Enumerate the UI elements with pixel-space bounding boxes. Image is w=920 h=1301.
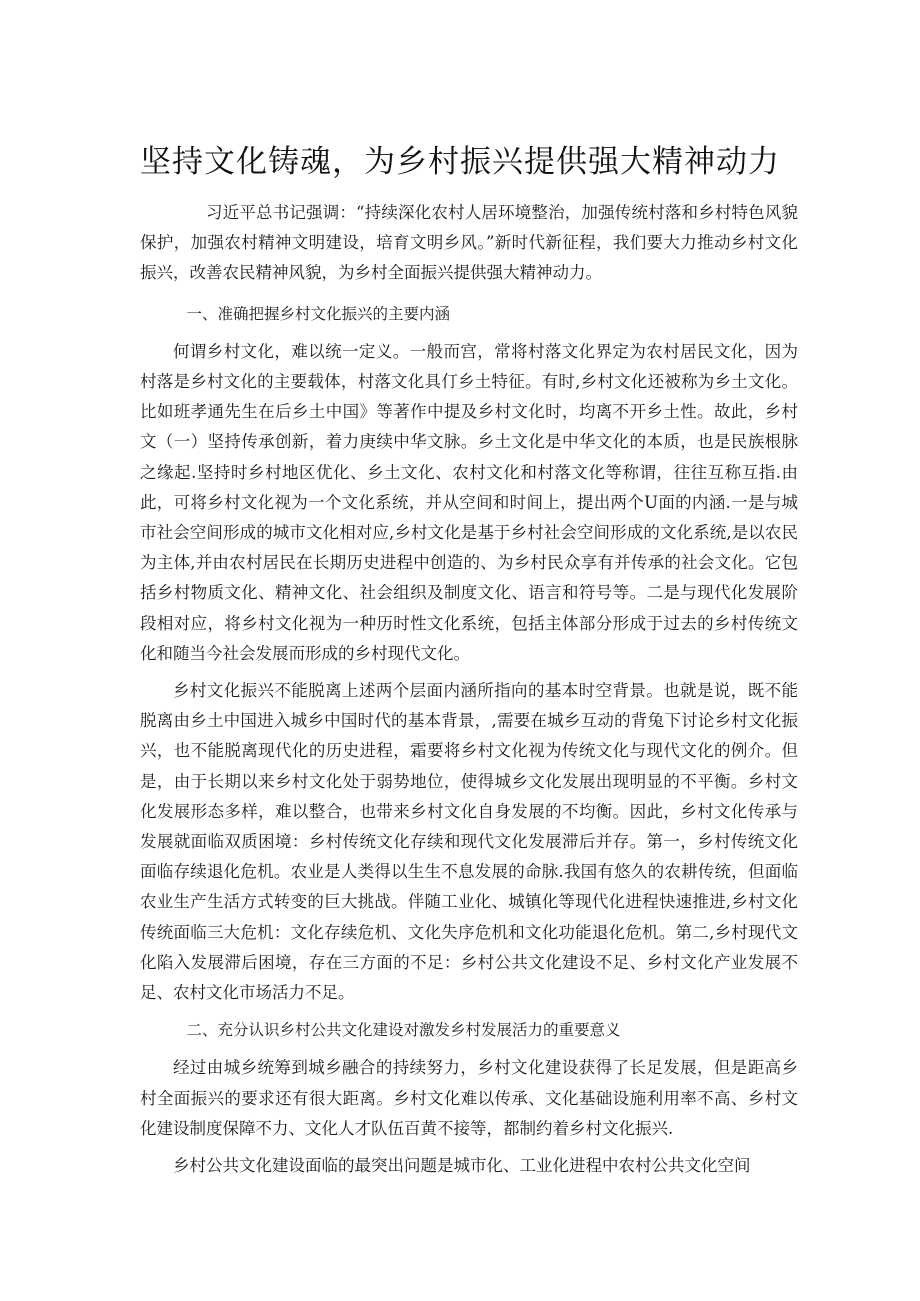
section-2-paragraph-2: 乡村公共文化建设面临的最突出问题是城市化、工业化进程中农村公共文化空间 (173, 1156, 751, 1176)
section-2-paragraph-1: 经过由城乡统筹到城乡融合的持续努力，乡村文化建设获得了长足发展，但是距高乡村全面振兴的要求还有很大距离。乡村文化难以传承、文化基础设施利用率不高、乡村文化建设制度保障不力、文化人才队伍百黄不接等，都制约着乡村文化振兴. (140, 1058, 798, 1138)
document-title: 坚持文化铸魂，为乡村振兴提供强大精神动力 (140, 144, 780, 180)
section-1-heading: 一、准确把握乡村文化振兴的主要内涵 (186, 304, 451, 323)
section-1-paragraph-1: 何谓乡村文化，难以统一定义。一般而宫，常将村落文化界定为农村居民文化，因为村落是乡村文化的主要载体，村落文化具仃乡土特征。有时,乡村文化还被称为乡土文化。比如班孝通先生在后乡土中国》等著作中提及乡村文化时，均离不开乡土性。故此，乡村文（一）坚持传承创新，着力庚续中华文脉。乡土文化是中华文化的本质，也是民族根脉之缘起.坚持时乡村地区优化、乡土文化、农村文化和村落文化等称谓，往往互称互指.由此，可将乡村文化视为一个文化系统，并从空间和时间上，提出两个U面的内涵.一是与城市社会空间形成的城市文化相对应,乡村文化是基于乡村社会空间形成的文化系统,是以农民为主体,并由农村居民在长期历史进程中创造的、为乡村民众享有并传承的社会文化。它包括乡村物质文化、精神文化、社会组织及制度文化、语言和符号等。二是与现代化发展阶段相对应，将乡村文化视为一种历时性文化系统，包括主体部分形成于过去的乡村传统文化和随当今社会发展而形成的乡村现代文化。 (140, 341, 798, 663)
document-body (140, 198, 798, 1181)
section-2-heading: 二、充分认识乡村公共文化建设对激发乡村发展活力的重要意义 (186, 1021, 621, 1040)
section-1-paragraph-2: 乡村文化振兴不能脱离上述两个层面内涵所指向的基本时空背景。也就是说，既不能脱离由乡土中国进入城乡中国时代的基本背景，,需要在城乡互动的背兔下讨论乡村文化振兴，也不能脱离现代化的历史进程，霜要将乡村文化视为传统文化与现代文化的例介。但是，由于长期以来乡村文化处于弱势地位，使得城乡文化发展出现明显的不平衡。乡村文化发展形态多样，难以整合，也带来乡村文化自身发展的不均衡。因此，乡村文化传承与发展就面临双质困境：乡村传统文化存续和现代文化发展滞后并存。第一，乡村传统文化面临存续退化危机。农业是人类得以生生不息发展的命脉.我国有悠久的农耕传统，但面临农业生产生活方式转变的巨大挑战。伴随工业化、城镇化等现代化进程快速推进,乡村文化传统面临三大危机：文化存续危机、文化失序危机和文化功能退化危机。第二,乡村现代文化陷入发展滞后困境，存在三方面的不足：乡村公共文化建设不足、乡村文化产业发展不足、农村文化市场活力不足。 (140, 681, 798, 1003)
intro-paragraph: 习近平总书记强调：“持续深化农村人居环境整治，加强传统村落和乡村特色风貌保护，加强农村精神文明建设，培育文明乡风。”新时代新征程，我们要大力推动乡村文化振兴，改善农民精神风貌，为乡村全面振兴提供强大精神动力。 (140, 203, 798, 283)
